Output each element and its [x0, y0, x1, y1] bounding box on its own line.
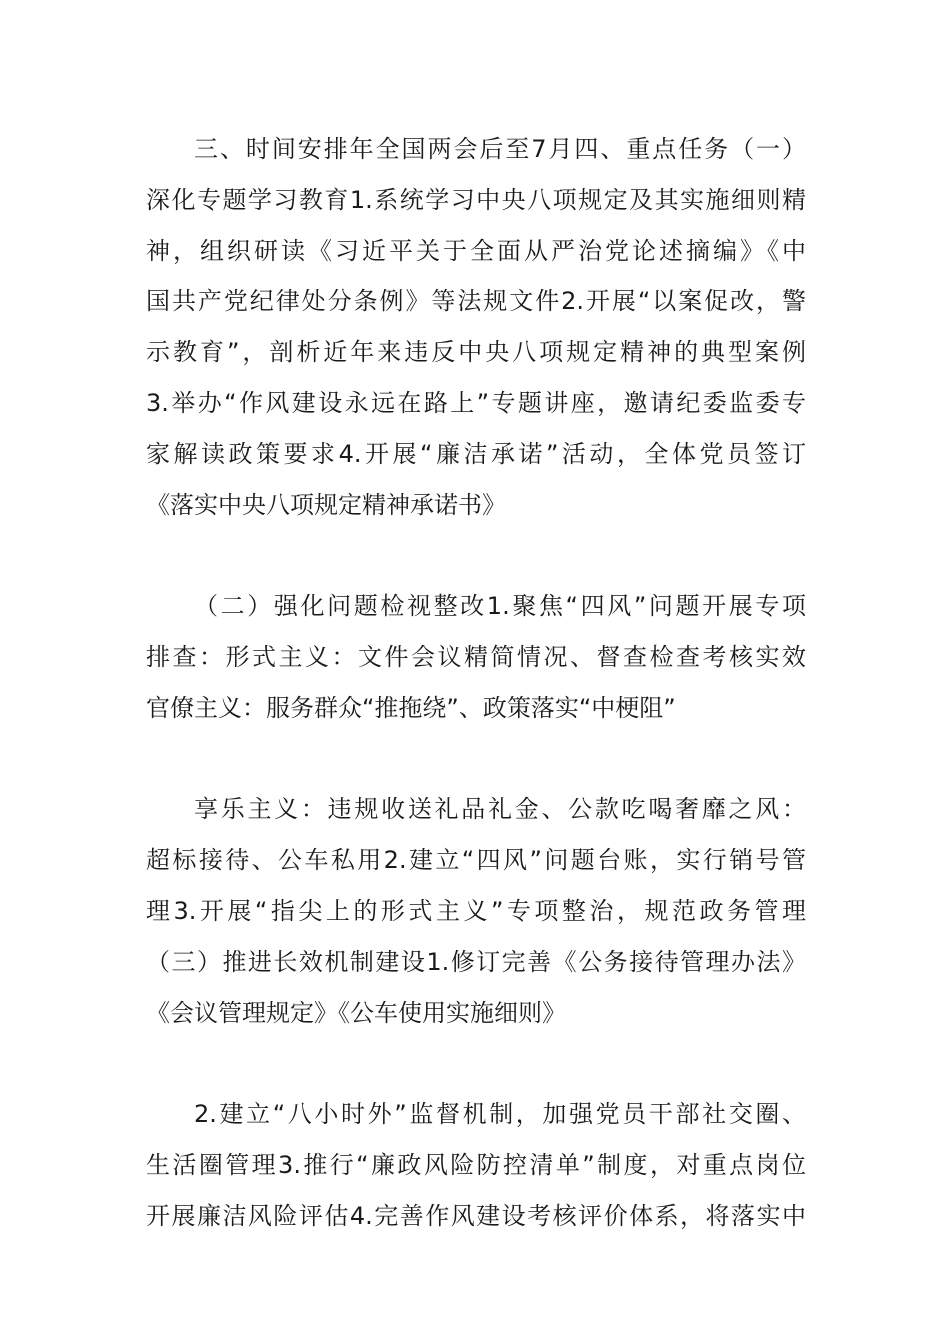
- text-line: 生活圈管理3.推行“廉政风险防控清单”制度，对重点岗位: [146, 1150, 806, 1179]
- text-line: （三）推进长效机制建设1.修订完善《公务接待管理办法》: [146, 947, 806, 976]
- text-line: 深化专题学习教育1.系统学习中央八项规定及其实施细则精: [146, 185, 806, 214]
- text-line: 示教育”，剖析近年来违反中央八项规定精神的典型案例: [146, 338, 806, 367]
- paragraph-gap: [146, 1038, 806, 1089]
- text-line: 神，组织研读《习近平关于全面从严治党论述摘编》《中: [146, 236, 806, 265]
- text-line: 3.举办“作风建设永远在路上”专题讲座，邀请纪委监委专: [146, 388, 806, 417]
- paragraph-3: [146, 784, 806, 1038]
- text-line: 超标接待、公车私用2.建立“四风”问题台账，实行销号管: [146, 846, 806, 875]
- text-line: 开展廉洁风险评估4.完善作风建设考核评价体系，将落实中: [146, 1201, 806, 1230]
- text-line: 《会议管理规定》《公车使用实施细则》: [146, 998, 566, 1027]
- paragraph-gap: [146, 734, 806, 785]
- text-line: （二）强化问题检视整改1.聚焦“四风”问题开展专项: [194, 592, 806, 621]
- paragraph-4: [146, 1089, 806, 1241]
- text-line: 三、时间安排年全国两会后至7月四、重点任务（一）: [194, 135, 806, 163]
- text-line: 国共产党纪律处分条例》等法规文件2.开展“以案促改，警: [146, 287, 806, 316]
- text-line: 2.建立“八小时外”监督机制，加强党员干部社交圈、: [194, 1100, 806, 1129]
- paragraph-2: [146, 581, 806, 733]
- text-line: 理3.开展“指尖上的形式主义”专项整治，规范政务管理: [146, 896, 806, 925]
- text-line: 《落实中央八项规定精神承诺书》: [146, 490, 506, 519]
- text-line: 排查：形式主义：文件会议精简情况、督查检查考核实效: [146, 642, 806, 671]
- text-line: 家解读政策要求4.开展“廉洁承诺”活动，全体党员签订: [146, 439, 806, 468]
- document-body: [146, 124, 806, 1242]
- paragraph-gap: [146, 530, 806, 581]
- text-line: 享乐主义：违规收送礼品礼金、公款吃喝奢靡之风：: [194, 795, 806, 824]
- paragraph-1: [146, 124, 806, 530]
- text-line: 官僚主义：服务群众“推拖绕”、政策落实“中梗阻”: [146, 693, 676, 722]
